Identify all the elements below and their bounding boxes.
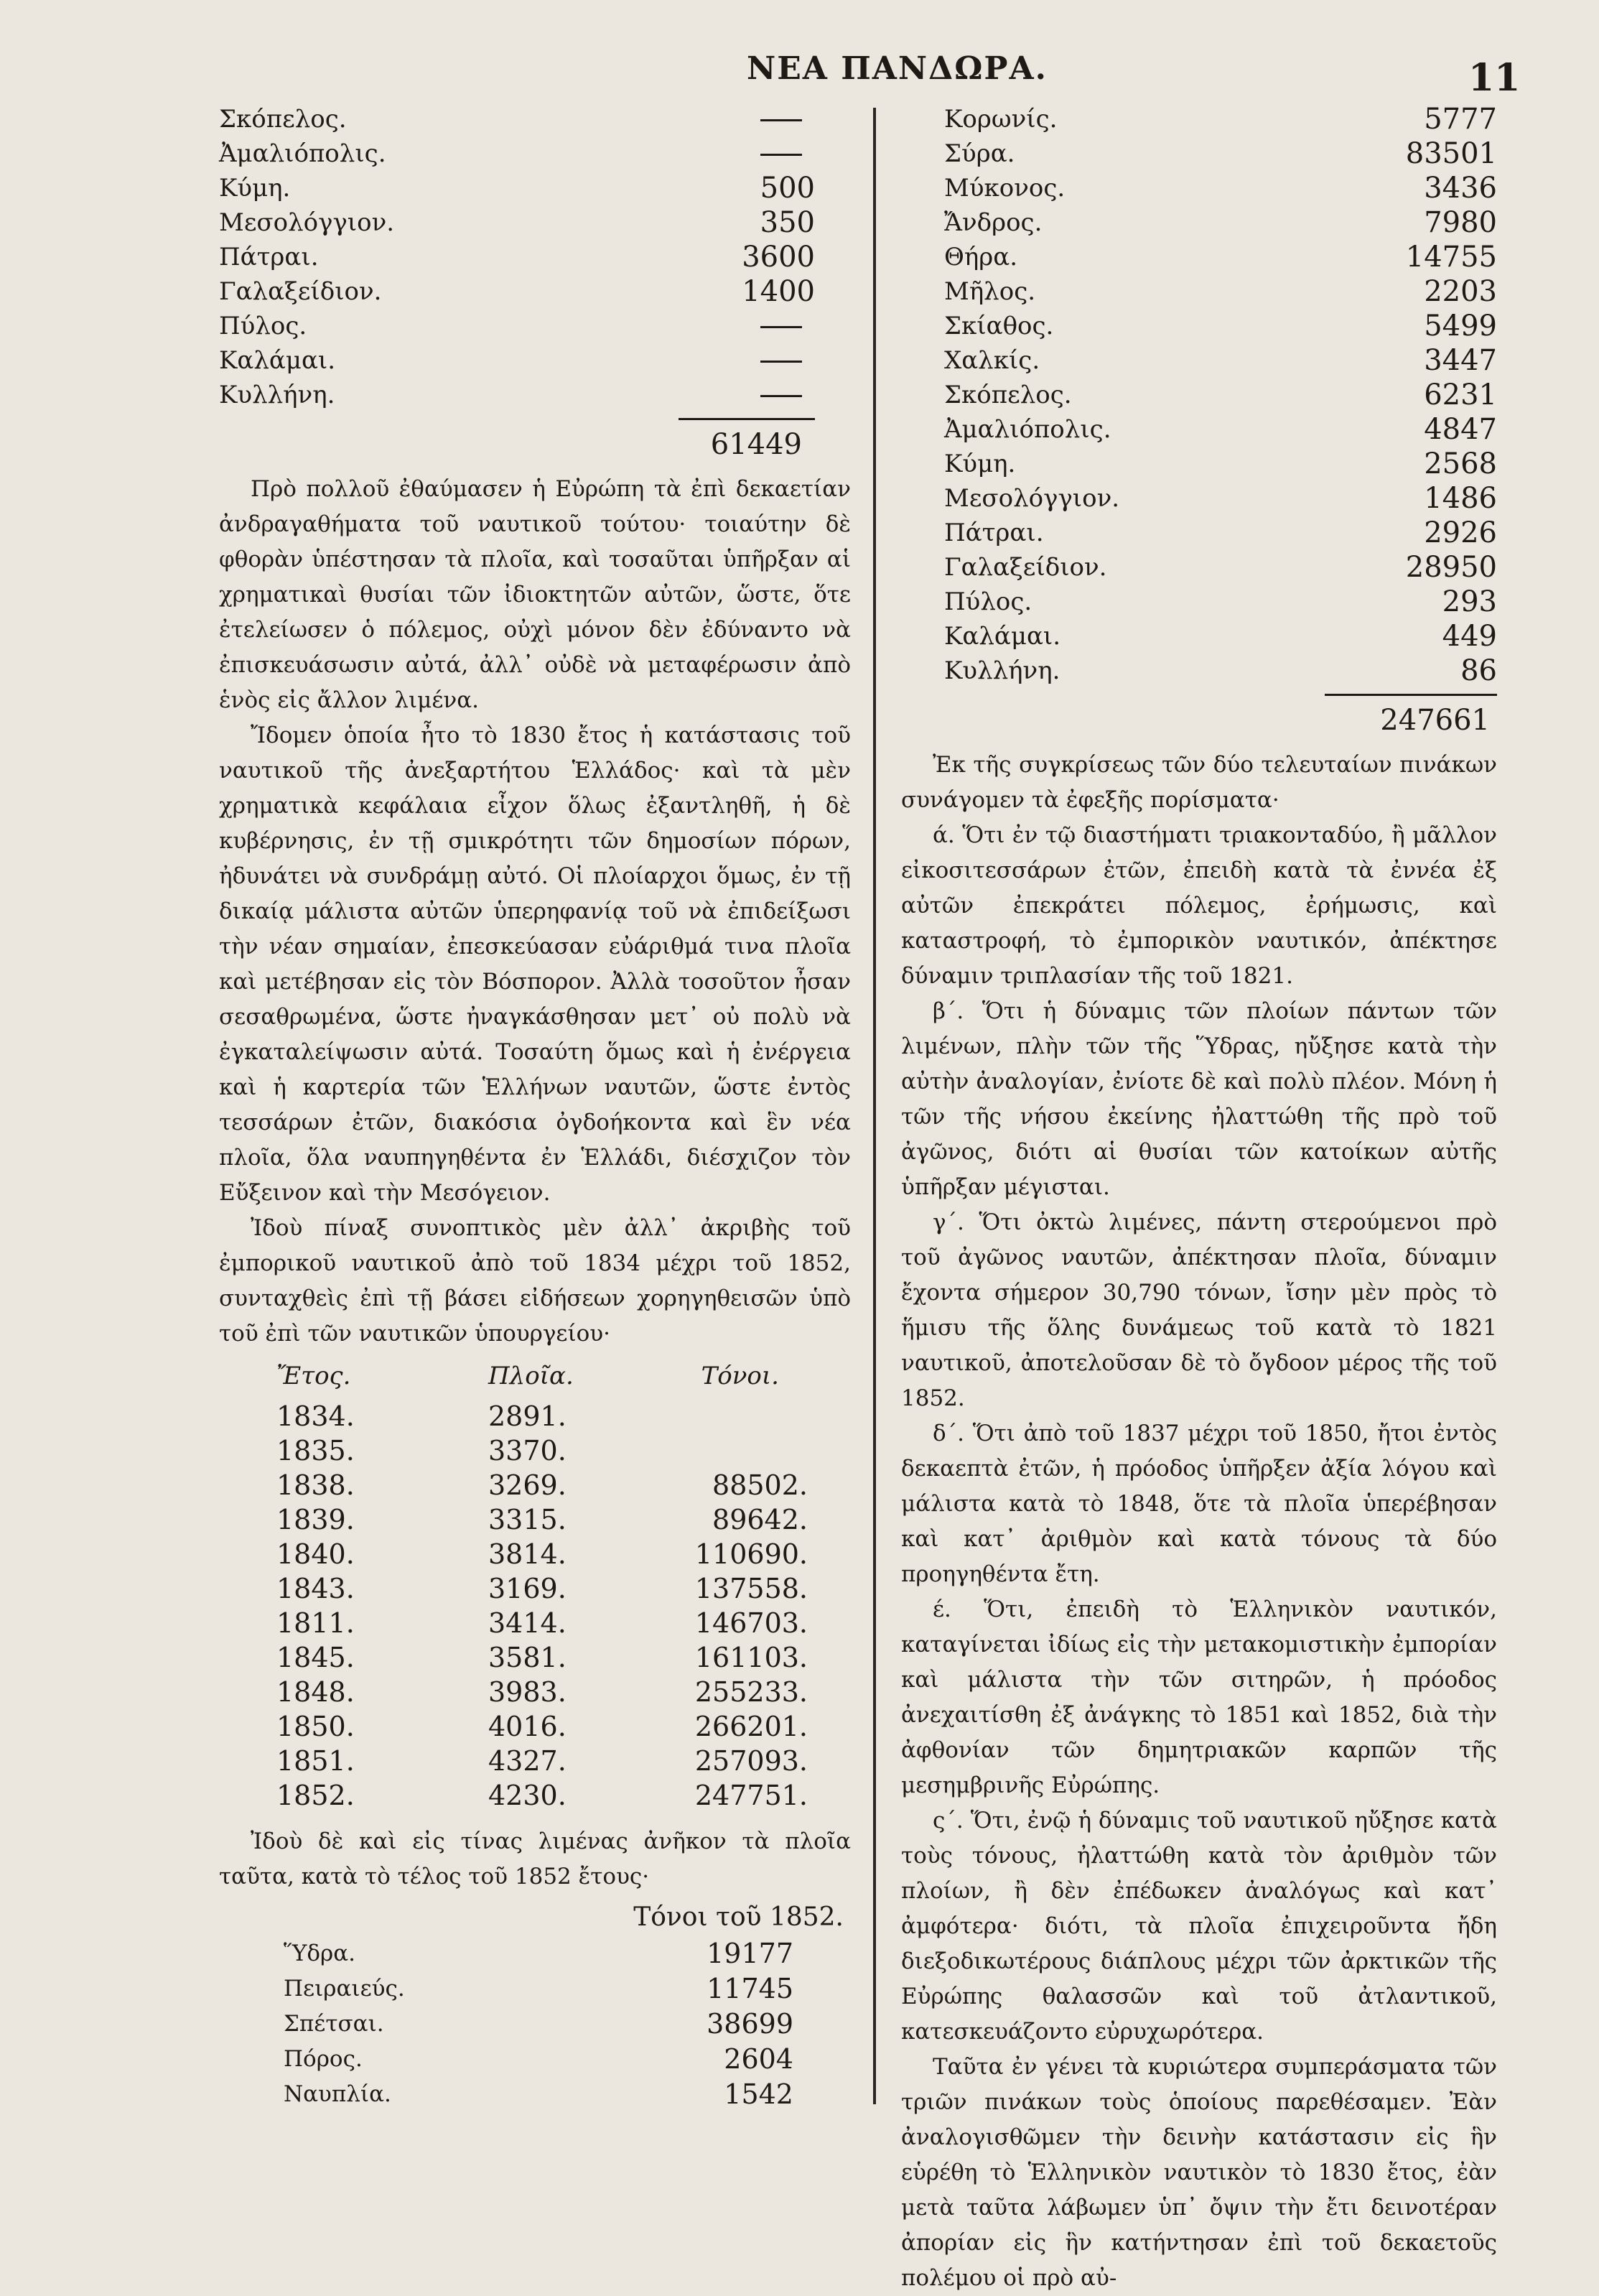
year-cell: 1834. (276, 1400, 355, 1432)
tons-cell: 266201. (694, 1711, 808, 1742)
port-row (944, 102, 1497, 136)
ships-cell: 4016. (488, 1711, 567, 1742)
port-row (219, 205, 815, 240)
tons-cell: 88502. (712, 1469, 808, 1501)
years-table-row (219, 1606, 851, 1640)
year-cell: 1835. (276, 1435, 355, 1467)
port-name: Κυλλήνη. (944, 656, 1060, 685)
port-value: 3600 (742, 241, 815, 274)
left-paragraphs (219, 472, 851, 1352)
ships-cell: 2891. (488, 1400, 567, 1432)
right-ports-total-rule (1325, 694, 1497, 696)
left-column (219, 102, 851, 2112)
years-table-row (219, 1709, 851, 1744)
years-table-header (219, 1362, 851, 1399)
years-table-row (219, 1433, 851, 1468)
tons-table-row (219, 1936, 851, 1971)
tons-table-title: Τόνοι τοῦ 1852. (633, 1902, 844, 1932)
tons-table-row (219, 1971, 851, 2007)
port-row (944, 481, 1497, 516)
port-value: 2203 (1424, 275, 1497, 308)
port-row (219, 274, 815, 309)
paragraph: Ἰδοὺ πίναξ συνοπτικὸς μὲν ἀλλ᾽ ἀκριβὴς τοῦ ἐμπορικοῦ ναυτικοῦ ἀπὸ τοῦ 1834 μέχρι τοῦ 1852, συνταχθεὶς ἐπὶ τῇ βάσει εἰδήσεων χορηγηθεισῶν ὑπὸ τοῦ ἐπὶ τῶν ναυτικῶν ὑπουργείου· (219, 1215, 851, 1347)
year-cell: 1843. (276, 1573, 355, 1604)
port-row (944, 550, 1497, 585)
port-row (944, 136, 1497, 171)
tons-cell: 146703. (694, 1607, 808, 1639)
right-column (901, 102, 1497, 2296)
ships-cell: 3169. (488, 1573, 567, 1604)
port-name: Μεσολόγγιον. (219, 208, 395, 237)
page-number: 11 (1468, 56, 1521, 100)
years-header-year: Ἔτος. (276, 1362, 351, 1390)
tons-table-row (219, 2077, 851, 2112)
port-value: 7980 (1424, 206, 1497, 239)
port-row (944, 205, 1497, 240)
ships-cell: 3269. (488, 1469, 567, 1501)
port-row (944, 171, 1497, 205)
years-header-ships: Πλοῖα. (488, 1362, 574, 1390)
port-name: Πύλος. (944, 587, 1032, 616)
tons-cell: 247751. (694, 1780, 808, 1811)
year-cell: 1848. (276, 1676, 355, 1708)
port-value: 1400 (742, 275, 815, 308)
running-header-title: ΝΕΑ ΠΑΝΔΩΡΑ. (747, 50, 1048, 87)
port-name: Σκόπελος. (219, 105, 347, 134)
year-cell: 1840. (276, 1538, 355, 1570)
port-value: 5499 (1424, 310, 1497, 343)
years-table-row (219, 1675, 851, 1709)
port-value-dash (760, 154, 802, 156)
port-name: Καλάμαι. (944, 622, 1061, 651)
paragraph: ς΄. Ὅτι, ἐνῷ ἡ δύναμις τοῦ ναυτικοῦ ηὔξησε κατὰ τοὺς τόνους, ἠλαττώθη κατὰ τὸν ἀριθμὸν τῶν πλοίων, ἢ δὲν ἐπέδωκεν ἀναλόγως καὶ κατ᾽ ἀμφότερα· διότι, τὰ πλοῖα ἐπιχειροῦντα ἤδη διεξοδικωτέρους διάπλους μέχρι τῶν ἀρκτικῶν τῆς Εὐρώπης θαλασσῶν καὶ τοῦ ἀτλαντικοῦ, κατεσκευάζοντο εὐρυχωρότερα. (901, 1808, 1497, 2045)
port-value: 5777 (1424, 103, 1497, 136)
year-cell: 1839. (276, 1504, 355, 1535)
years-table (219, 1362, 851, 1813)
years-table-row (219, 1502, 851, 1537)
year-cell: 1838. (276, 1469, 355, 1501)
port-value: 350 (760, 206, 815, 239)
port-row (219, 240, 815, 274)
port-value: 14755 (1405, 241, 1497, 274)
paragraph: Ταῦτα ἐν γένει τὰ κυριώτερα συμπεράσματα τῶν τριῶν πινάκων τοὺς ὁποίους παρεθέσαμεν. Ἐὰν ἀναλογισθῶμεν τὴν δεινὴν κατάστασιν εἰς ἣν εὑρέθη τὸ Ἑλληνικὸν ναυτικὸν τὸ 1830 ἔτος, ἐὰν μετὰ ταῦτα λάβωμεν ὑπ᾽ ὄψιν τὴν ἔτι δεινοτέραν ἀπορίαν εἰς ἣν κατήντησαν ἐπὶ τοῦ δεκαετοῦς πολέμου οἱ πρὸ αὐ- (901, 2054, 1497, 2291)
years-table-row (219, 1468, 851, 1502)
tons-value: 19177 (707, 1938, 793, 1969)
paragraph: δ΄. Ὅτι ἀπὸ τοῦ 1837 μέχρι τοῦ 1850, ἤτοι ἐντὸς δεκαεπτὰ ἐτῶν, ἡ πρόοδος ὑπῆρξεν ἀξία λόγου καὶ μάλιστα κατὰ τὸ 1848, ὅτε τὰ πλοῖα ὑπερέβησαν καὶ κατ᾽ ἀριθμὸν καὶ κατὰ τόνους τὰ δύο προηγηθέντα ἔτη. (901, 1421, 1497, 1587)
port-row (219, 136, 815, 171)
port-row (944, 654, 1497, 688)
port-row (944, 412, 1497, 447)
port-value-dash (760, 119, 802, 121)
year-cell: 1811. (276, 1607, 355, 1639)
port-value: 449 (1442, 620, 1497, 653)
port-name: Σκίαθος. (944, 312, 1054, 340)
port-name: Κύμη. (219, 174, 291, 203)
tons-table-row (219, 2042, 851, 2077)
port-row (219, 309, 815, 343)
left-ports-total: 61449 (710, 428, 802, 461)
port-value: 3436 (1424, 172, 1497, 205)
port-value: 3447 (1424, 344, 1497, 377)
port-value-dash (760, 361, 802, 363)
tons-cell: 161103. (694, 1642, 808, 1673)
port-row (219, 343, 815, 378)
port-name: Θήρα. (944, 243, 1017, 271)
port-value: 2926 (1424, 516, 1497, 549)
tons-cell: 89642. (712, 1504, 808, 1535)
tons-port-name: Πειραιεύς. (284, 1976, 405, 2002)
left-paragraph-after-table: Ἰδοὺ δὲ καὶ εἰς τίνας λιμένας ἀνῆκον τὰ πλοῖα ταῦτα, κατὰ τὸ τέλος τοῦ 1852 ἔτους· (219, 1828, 851, 1890)
years-table-row (219, 1537, 851, 1571)
paragraph: β΄. Ὅτι ἡ δύναμις τῶν πλοίων πάντων τῶν λιμένων, πλὴν τῶν τῆς Ὕδρας, ηὔξησε κατὰ τὴν αὐτὴν ἀναλογίαν, ἐνίοτε δὲ καὶ πολὺ πλέον. Μόνη ἡ τῶν τῆς νήσου ἐκείνης ἠλαττώθη τῆς πρὸ τοῦ ἀγῶνος, διότι αἱ θυσίαι τῶν κατοίκων αὐτῆς ὑπῆρξαν μέγισται. (901, 998, 1497, 1200)
port-value: 86 (1460, 654, 1497, 687)
port-row (219, 378, 815, 412)
port-name: Πύλος. (219, 312, 307, 340)
port-value-dash (760, 395, 802, 397)
port-row (944, 309, 1497, 343)
paragraph: έ. Ὅτι, ἐπειδὴ τὸ Ἑλληνικὸν ναυτικόν, καταγίνεται ἰδίως εἰς τὴν μετακομιστικὴν ἐμπορίαν καὶ μάλιστα τὴν τῶν σιτηρῶν, ἡ πρόοδος ἀνεχαιτίσθη ἐξ ἀνάγκης τὸ 1851 καὶ 1852, διὰ τὴν ἀφθονίαν τῶν δημητριακῶν καρπῶν τῆς μεσημβρινῆς Εὐρώπης. (901, 1596, 1497, 1798)
port-value: 1486 (1424, 482, 1497, 515)
port-name: Πάτραι. (219, 243, 319, 271)
tons-table (219, 1899, 851, 2112)
port-name: Πάτραι. (944, 519, 1044, 547)
years-table-row (219, 1744, 851, 1778)
ships-cell: 3983. (488, 1676, 567, 1708)
port-name: Μεσολόγγιον. (944, 484, 1120, 513)
port-name: Κορωνίς. (944, 105, 1058, 134)
tons-table-row (219, 2007, 851, 2042)
left-ports-table (219, 102, 815, 465)
paragraph: Πρὸ πολλοῦ ἐθαύμασεν ἡ Εὐρώπη τὰ ἐπὶ δεκαετίαν ἀνδραγαθήματα τοῦ ναυτικοῦ τούτου· τοιαύτην δὲ φθορὰν ὑπέστησαν τὰ πλοῖα, καὶ τοσαῦται ὑπῆρξαν αἱ χρηματικαὶ θυσίαι τῶν ἰδιοκτητῶν αὐτῶν, ὥστε, ὅτε ἐτελείωσεν ὁ πόλεμος, οὐχὶ μόνον δὲν ἐδύναντο νὰ ἐπισκευάσωσιν αὐτά, ἀλλ᾽ οὐδὲ νὰ μεταφέρωσιν ἀπὸ ἑνὸς εἰς ἄλλον λιμένα. (219, 476, 851, 713)
tons-value: 2604 (724, 2043, 793, 2075)
port-name: Χαλκίς. (944, 346, 1040, 375)
years-header-tons: Τόνοι. (701, 1362, 779, 1390)
right-ports-total: 247661 (1380, 704, 1490, 737)
ships-cell: 3814. (488, 1538, 567, 1570)
years-table-row (219, 1571, 851, 1606)
years-table-row (219, 1640, 851, 1675)
port-name: Σκόπελος. (944, 381, 1072, 409)
port-name: Καλάμαι. (219, 346, 336, 375)
port-row (944, 240, 1497, 274)
ships-cell: 4230. (488, 1780, 567, 1811)
port-name: Μύκονος. (944, 174, 1066, 203)
port-value: 6231 (1424, 378, 1497, 412)
port-name: Γαλαξείδιον. (944, 553, 1107, 582)
port-name: Κύμη. (944, 450, 1016, 478)
left-ports-total-rule (679, 418, 815, 420)
year-cell: 1845. (276, 1642, 355, 1673)
tons-port-name: Ναυπλία. (284, 2081, 391, 2107)
paragraph: ά. Ὅτι ἐν τῷ διαστήματι τριακονταδύο, ἢ μᾶλλον εἰκοσιτεσσάρων ἐτῶν, ἐπειδὴ κατὰ τὰ ἐννέα ἐξ αὐτῶν ἐπεκράτει πόλεμος, ἐρήμωσις, καὶ καταστροφή, τὸ ἐμπορικὸν ναυτικόν, ἀπέκτησε δύναμιν τριπλασίαν τῆς τοῦ 1821. (901, 822, 1497, 989)
ships-cell: 3581. (488, 1642, 567, 1673)
port-row (944, 619, 1497, 654)
port-value: 4847 (1424, 413, 1497, 446)
port-value-dash (760, 326, 802, 328)
port-row (944, 447, 1497, 481)
right-ports-table (944, 102, 1497, 740)
tons-value: 1542 (724, 2078, 793, 2110)
years-table-row (219, 1778, 851, 1813)
port-row (944, 378, 1497, 412)
ships-cell: 3414. (488, 1607, 567, 1639)
ships-cell: 3315. (488, 1504, 567, 1535)
paragraph: Ἴδομεν ὁποία ἦτο τὸ 1830 ἔτος ἡ κατάστασις τοῦ ναυτικοῦ τῆς ἀνεξαρτήτου Ἑλλάδος· καὶ τὰ μὲν χρηματικὰ κεφάλαια εἶχον ὅλως ἐξαντληθῆ, ἡ δὲ κυβέρνησις, ἐν τῇ σμικρότητι τῶν δημοσίων πόρων, ἠδυνάτει νὰ συνδράμῃ αὐτό. Οἱ πλοίαρχοι ὅμως, ἐν τῇ δικαίᾳ μάλιστα αὐτῶν ὑπερηφανίᾳ τοῦ νὰ ἐπιδείξωσι τὴν νέαν σημαίαν, ἐπεσκεύασαν εὐάριθμά τινα πλοῖα καὶ μετέβησαν εἰς τὸν Βόσπορον. Ἀλλὰ τοσοῦτον ἦσαν σεσαθρωμένα, ὥστε ἠναγκάσθησαν μετ᾽ οὐ πολὺ νὰ ἐγκαταλείψωσιν αὐτά. Τοσαύτη ὅμως καὶ ἡ ἐνέργεια καὶ ἡ καρτερία τῶν Ἑλλήνων ναυτῶν, ὥστε ἐντὸς τεσσάρων ἐτῶν, διακόσια ὀγδοήκοντα καὶ ἓν νέα πλοῖα, ὅλα ναυπηγηθέντα ἐν Ἑλλάδι, διέσχιζον τὸν Εὔξεινον καὶ τὴν Μεσόγειον. (219, 722, 851, 1206)
tons-value: 11745 (707, 1973, 793, 2004)
tons-port-name: Ὕδρα. (284, 1941, 356, 1966)
years-table-row (219, 1399, 851, 1433)
port-name: Σύρα. (944, 139, 1015, 168)
year-cell: 1852. (276, 1780, 355, 1811)
port-row (944, 516, 1497, 550)
tons-port-name: Σπέτσαι. (284, 2011, 384, 2037)
year-cell: 1851. (276, 1745, 355, 1777)
port-row (944, 585, 1497, 619)
tons-cell: 110690. (694, 1538, 808, 1570)
right-paragraphs (901, 748, 1497, 2296)
port-name: Μῆλος. (944, 277, 1036, 306)
paragraph: γ΄. Ὅτι ὀκτὼ λιμένες, πάντη στερούμενοι πρὸ τοῦ ἀγῶνος ναυτῶν, ἀπέκτησαν πλοῖα, δύναμιν ἔχοντα σήμερον 30,790 τόνων, ἴσην μὲν πρὸς τὸ ἥμισυ τῆς ὅλης δυνάμεως τοῦ κατὰ τὸ 1821 ναυτικοῦ, ἀποτελοῦσαν δὲ τὸ ὄγδοον μέρος τῆς τοῦ 1852. (901, 1209, 1497, 1411)
port-row (219, 171, 815, 205)
port-name: Γαλαξείδιον. (219, 277, 382, 306)
tons-port-name: Πόρος. (284, 2046, 363, 2072)
port-value: 28950 (1405, 551, 1497, 584)
tons-cell: 257093. (694, 1745, 808, 1777)
port-row (219, 102, 815, 136)
tons-value: 38699 (707, 2008, 793, 2040)
tons-cell: 137558. (694, 1573, 808, 1604)
port-name: Κυλλήνη. (219, 381, 335, 409)
port-row (944, 274, 1497, 309)
column-divider (873, 108, 876, 2104)
port-value: 83501 (1405, 137, 1497, 170)
tons-cell: 255233. (694, 1676, 808, 1708)
paragraph: Ἐκ τῆς συγκρίσεως τῶν δύο τελευταίων πινάκων συνάγομεν τὰ ἐφεξῆς πορίσματα· (901, 752, 1497, 813)
ships-cell: 4327. (488, 1745, 567, 1777)
port-row (944, 343, 1497, 378)
port-name: Ἀμαλιόπολις. (219, 139, 386, 168)
port-name: Ἀμαλιόπολις. (944, 415, 1111, 444)
port-value: 2568 (1424, 447, 1497, 480)
port-value: 293 (1442, 585, 1497, 618)
port-value: 500 (760, 172, 815, 205)
port-name: Ἄνδρος. (944, 208, 1043, 237)
ships-cell: 3370. (488, 1435, 567, 1467)
year-cell: 1850. (276, 1711, 355, 1742)
